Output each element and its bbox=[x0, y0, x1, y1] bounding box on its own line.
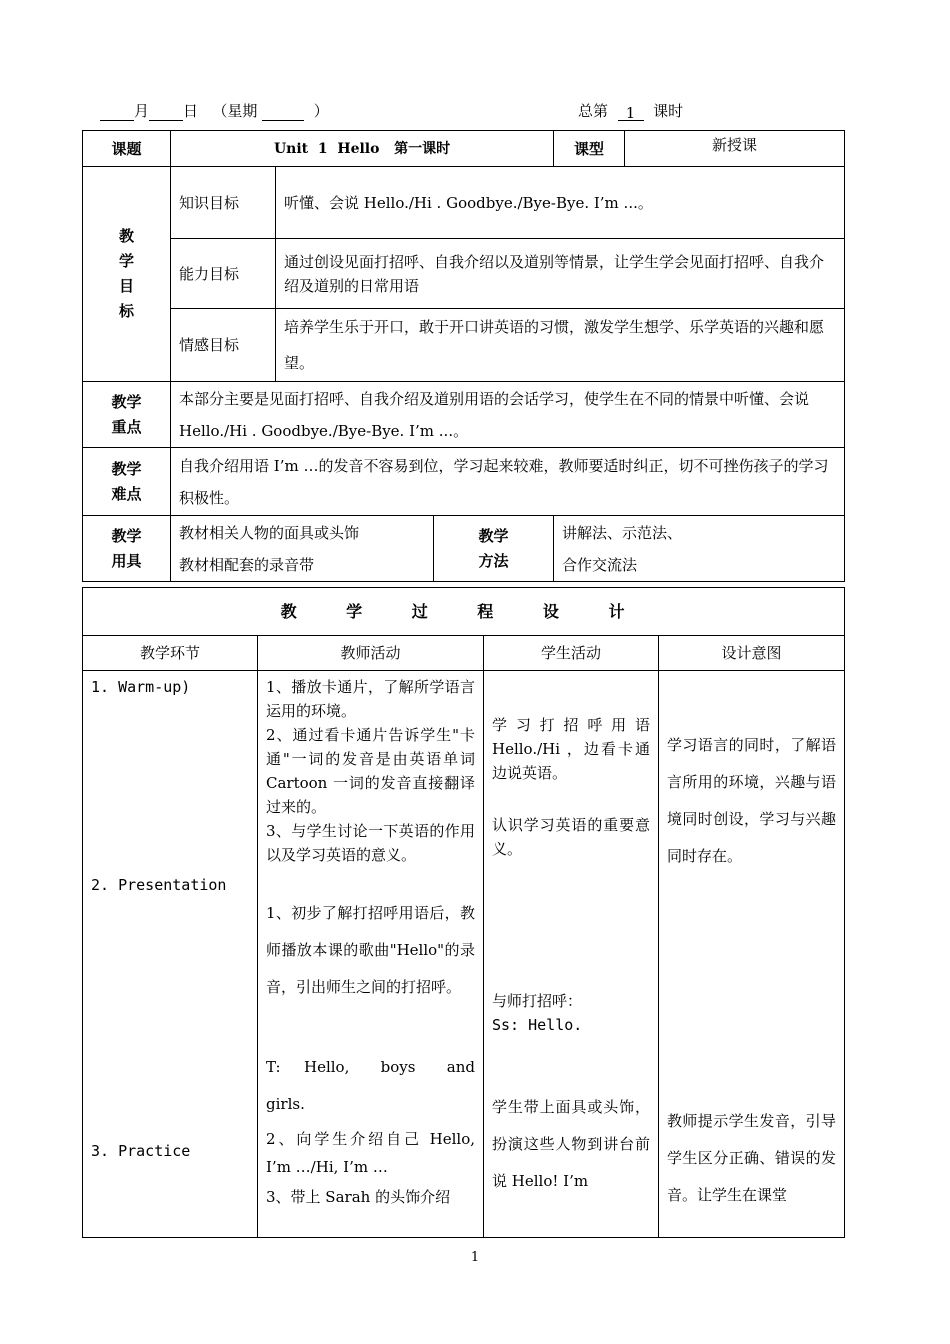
goals-label bbox=[83, 167, 171, 382]
difficulty-label bbox=[83, 448, 171, 516]
student-activity-4: Ss: Hello. bbox=[492, 1016, 583, 1034]
stage-cell bbox=[83, 671, 258, 1238]
student-activity-1: 学习打招呼用语 Hello./Hi ，边看卡通边说英语。 bbox=[492, 716, 650, 782]
student-activity-2: 认识学习英语的重要意义。 bbox=[492, 816, 650, 858]
goals-label-4: 标 bbox=[118, 302, 134, 320]
ability-label: 能力目标 bbox=[171, 239, 276, 309]
column-stage: 教学环节 bbox=[83, 636, 258, 671]
student-activity-5: 学生带上面具或头饰，扮演这些人物到讲台前说 Hello! I’m bbox=[492, 1098, 650, 1190]
total-prefix: 总第 bbox=[578, 102, 609, 120]
teacher-present-1: 1、初步了解打招呼用语后，教师播放本课的歌曲"Hello"的录音，引出师生之间的打招呼。 bbox=[266, 904, 475, 996]
topic-label: 课题 bbox=[83, 131, 171, 167]
emotion-value: 培养学生乐于开口，敢于开口讲英语的习惯，激发学生想学、乐学英语的兴趣和愿望。 bbox=[276, 309, 845, 382]
difficulty-value: 自我介绍用语 I’m …的发音不容易到位，学习起来较难，教师要适时纠正，切不可挫伤孩子的学习积极性。 bbox=[171, 448, 845, 516]
key-value: 本部分主要是见面打招呼、自我介绍及道别用语的会话学习，使学生在不同的情景中听懂、会说 Hello./Hi . Goodbye./Bye-Bye. I’m ...。 bbox=[171, 382, 845, 448]
tools-label bbox=[83, 516, 171, 582]
knowledge-value: 听懂、会说 Hello./Hi . Goodbye./Bye-Bye. I’m ...。 bbox=[276, 167, 845, 239]
method-item-2: 合作交流法 bbox=[562, 555, 638, 574]
goals-label-1: 教 bbox=[118, 227, 134, 245]
lesson-count bbox=[578, 100, 683, 121]
page-number: 1 bbox=[470, 1250, 480, 1265]
method-item-1: 讲解法、示范法、 bbox=[562, 523, 683, 542]
goals-label-2: 学 bbox=[118, 252, 134, 270]
key-label-2: 重点 bbox=[111, 417, 142, 436]
week-close: ） bbox=[313, 102, 329, 120]
week-open: （星期 bbox=[212, 102, 258, 120]
lesson-number: 1 bbox=[618, 104, 644, 121]
method-label bbox=[434, 516, 554, 582]
key-label bbox=[83, 382, 171, 448]
stage-warm-up: 1. Warm-up) bbox=[91, 678, 191, 696]
emotion-label: 情感目标 bbox=[171, 309, 276, 382]
process-table bbox=[82, 587, 845, 1238]
intent-1: 学习语言的同时，了解语言所用的环境，兴趣与语境同时创设，学习与兴趣同时存在。 bbox=[667, 736, 837, 865]
method-label-1: 教学 bbox=[478, 526, 509, 545]
tools-item-2: 教材相配套的录音带 bbox=[179, 555, 315, 574]
tools-item-1: 教材相关人物的面具或头饰 bbox=[179, 523, 360, 542]
ability-value: 通过创设见面打招呼、自我介绍以及道别等情景，让学生学会见面打招呼、自我介绍及道别的日常用语 bbox=[276, 239, 845, 309]
lesson-header bbox=[100, 100, 720, 124]
month-blank bbox=[100, 104, 134, 121]
type-value: 新授课 bbox=[625, 131, 845, 167]
month-label: 月 bbox=[134, 102, 150, 120]
difficulty-label-1: 教学 bbox=[111, 459, 142, 478]
stage-practice: 3. Practice bbox=[91, 1142, 191, 1160]
total-suffix: 课时 bbox=[653, 102, 684, 120]
week-blank bbox=[262, 104, 304, 121]
column-teacher: 教师活动 bbox=[258, 636, 484, 671]
teacher-present-2: 2、向学生介绍自己 Hello, I’m …/Hi, I’m … bbox=[266, 1130, 475, 1176]
column-intent: 设计意图 bbox=[659, 636, 845, 671]
method-value bbox=[554, 516, 845, 582]
tools-label-1: 教学 bbox=[111, 526, 142, 545]
column-student: 学生活动 bbox=[484, 636, 659, 671]
day-blank bbox=[149, 104, 183, 121]
knowledge-label: 知识目标 bbox=[171, 167, 276, 239]
teacher-present-3: 3、带上 Sarah 的头饰介绍 bbox=[266, 1188, 451, 1206]
student-cell bbox=[484, 671, 659, 1238]
method-label-2: 方法 bbox=[478, 551, 509, 570]
student-activity-3: 与师打招呼： bbox=[492, 992, 583, 1010]
intent-cell bbox=[659, 671, 845, 1238]
teacher-cell bbox=[258, 671, 484, 1238]
date-line bbox=[100, 100, 329, 121]
day-label: 日 bbox=[183, 102, 199, 120]
tools-label-2: 用具 bbox=[111, 551, 142, 570]
teacher-step-2: 2、通过看卡通片告诉学生"卡通"一词的发音是由英语单词 Cartoon 一词的发音直接翻译过来的。 bbox=[266, 726, 475, 816]
teacher-greeting: T: Hello, boys and girls. bbox=[266, 1058, 480, 1113]
process-title: 教 学 过 程 设 计 bbox=[83, 588, 845, 636]
type-label: 课型 bbox=[554, 131, 625, 167]
lesson-info-table bbox=[82, 130, 845, 582]
intent-2: 教师提示学生发音，引导学生区分正确、错误的发音。让学生在课堂 bbox=[667, 1112, 837, 1204]
teacher-step-3: 3、与学生讨论一下英语的作用以及学习英语的意义。 bbox=[266, 822, 475, 864]
topic-value: Unit 1 Hello 第一课时 bbox=[171, 131, 554, 167]
tools-value bbox=[171, 516, 434, 582]
goals-label-3: 目 bbox=[118, 277, 134, 295]
stage-presentation: 2. Presentation bbox=[91, 876, 227, 894]
key-label-1: 教学 bbox=[111, 392, 142, 411]
teacher-step-1: 1、播放卡通片，了解所学语言运用的环境。 bbox=[266, 678, 475, 720]
difficulty-label-2: 难点 bbox=[111, 484, 142, 503]
